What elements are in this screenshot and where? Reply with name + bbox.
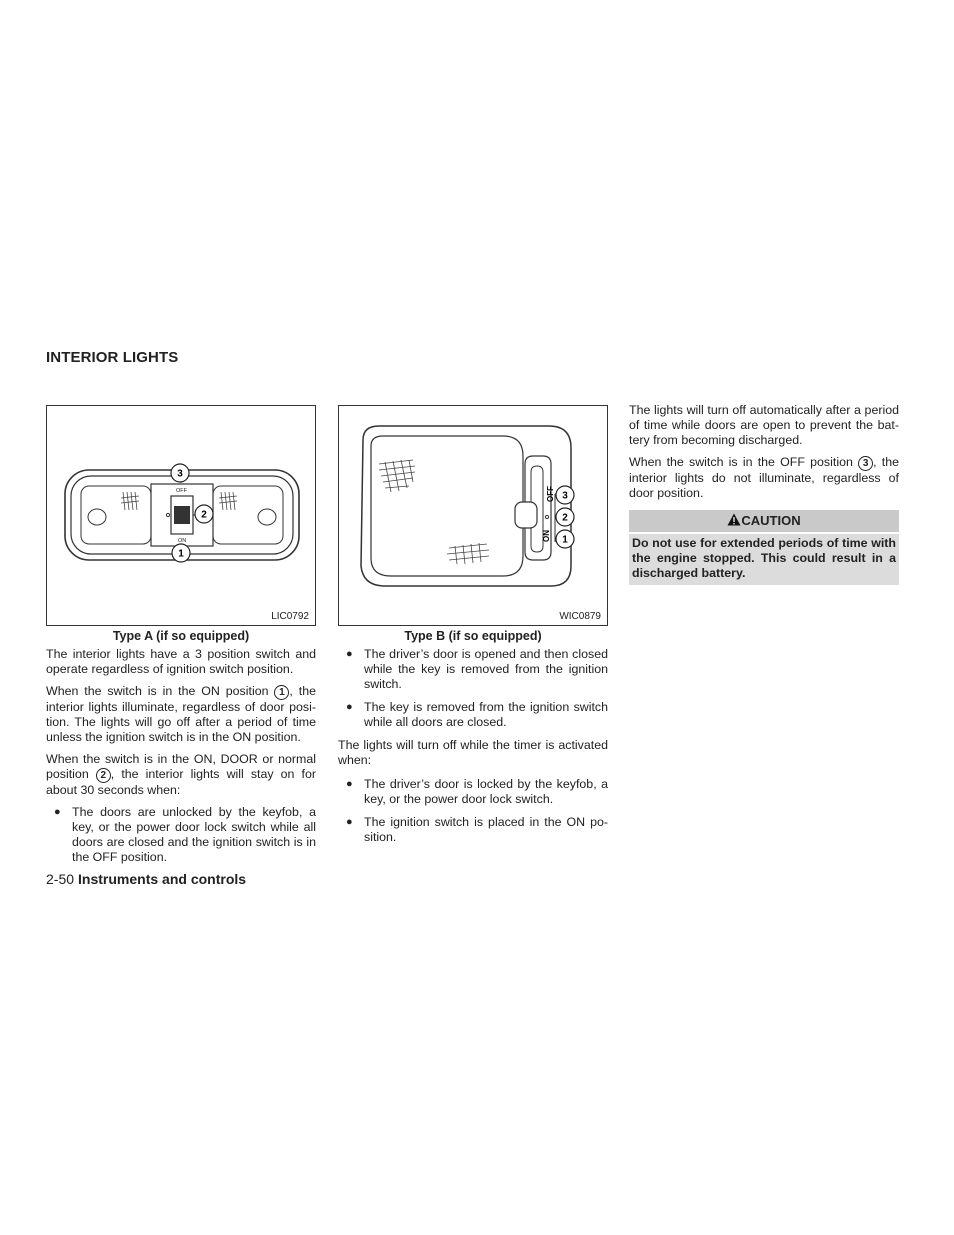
bullet-list	[46, 805, 316, 865]
circled-number-icon: 2	[96, 768, 111, 783]
section-title: INTERIOR LIGHTS	[46, 349, 179, 366]
bullet-icon: ●	[346, 648, 353, 660]
bullet-list	[338, 647, 608, 730]
figure-type-b	[338, 405, 608, 626]
column-2-text	[338, 647, 608, 853]
circled-number-icon: 3	[858, 456, 873, 471]
bullet-icon: ●	[346, 816, 353, 828]
caution-header	[629, 510, 899, 532]
switch-label-off: OFF	[546, 486, 555, 502]
figure-caption-b: Type B (if so equipped)	[404, 629, 542, 643]
list-item-text: The key is removed from the ignition switch while all doors are closed.	[364, 700, 608, 729]
caution-body: Do not use for extended periods of time with the engine stopped. This could result in a discharged battery.	[629, 534, 899, 585]
overhead-light-type-b-illustration	[339, 406, 607, 625]
warning-triangle-icon	[727, 513, 741, 526]
text-run: , the interior lights do not illuminate, regardless of door position.	[629, 455, 899, 500]
list-item	[338, 815, 608, 845]
page-number: 2-50	[46, 871, 75, 887]
text-run: When the switch is in the ON, DOOR or normal position	[46, 752, 316, 781]
callout-2: 2	[562, 512, 568, 524]
text-run: When the switch is in the OFF position	[629, 455, 853, 469]
callout-1: 1	[562, 534, 568, 546]
text-run: , the interior lights illuminate, regardless of door posi-tion. The lights will go off after a period of time unless the ignition switch is in the ON position.	[46, 684, 316, 744]
figure-code: WIC0879	[559, 611, 601, 622]
bullet-icon: ●	[346, 701, 353, 713]
list-item-text: The driver’s door is opened and then closed while the key is removed from the ignition switch.	[364, 647, 608, 691]
overhead-light-type-a-illustration	[47, 406, 315, 625]
list-item	[338, 647, 608, 692]
figure-caption-a: Type A (if so equipped)	[112, 629, 250, 643]
switch-label-on: ON	[542, 530, 551, 542]
caution-title: CAUTION	[741, 513, 801, 528]
chapter-title: Instruments and controls	[78, 871, 247, 887]
list-item	[46, 805, 316, 865]
figure-type-a	[46, 405, 316, 626]
column-3-text	[629, 403, 899, 508]
bullet-icon: ●	[346, 778, 353, 790]
column-1-text	[46, 647, 316, 873]
figure-code: LIC0792	[271, 611, 309, 622]
switch-label-off: OFF	[176, 488, 187, 494]
list-item-text: The ignition switch is placed in the ON po-sition.	[364, 815, 608, 844]
text-run: , the interior lights will stay on for about 30 seconds when:	[46, 767, 316, 797]
list-item-text: The driver’s door is locked by the keyfob, a key, or the power door lock switch.	[364, 777, 608, 806]
text-run: When the switch is in the ON position	[46, 684, 269, 698]
callout-3: 3	[562, 490, 568, 502]
paragraph	[46, 752, 316, 798]
list-item	[338, 700, 608, 730]
paragraph	[629, 455, 899, 501]
paragraph: The interior lights have a 3 position switch and operate regardless of ignition switch position.	[46, 647, 316, 676]
callout-1: 1	[178, 548, 184, 560]
bullet-icon: ●	[54, 806, 61, 818]
callout-2: 2	[201, 509, 207, 521]
list-item-text: The doors are unlocked by the keyfob, a key, or the power door lock switch while all doors are closed and the ignition switch is in the OFF position.	[72, 805, 316, 864]
page-footer	[46, 871, 246, 887]
paragraph: The lights will turn off automatically after a period of time while doors are open to prevent the bat-tery from becoming discharged.	[629, 403, 899, 447]
switch-label-on: ON	[178, 538, 187, 544]
list-item	[338, 777, 608, 807]
bullet-list	[338, 777, 608, 845]
circled-number-icon: 1	[274, 685, 289, 700]
paragraph	[46, 684, 316, 745]
paragraph: The lights will turn off while the timer is activated when:	[338, 738, 608, 767]
callout-3: 3	[177, 468, 183, 480]
